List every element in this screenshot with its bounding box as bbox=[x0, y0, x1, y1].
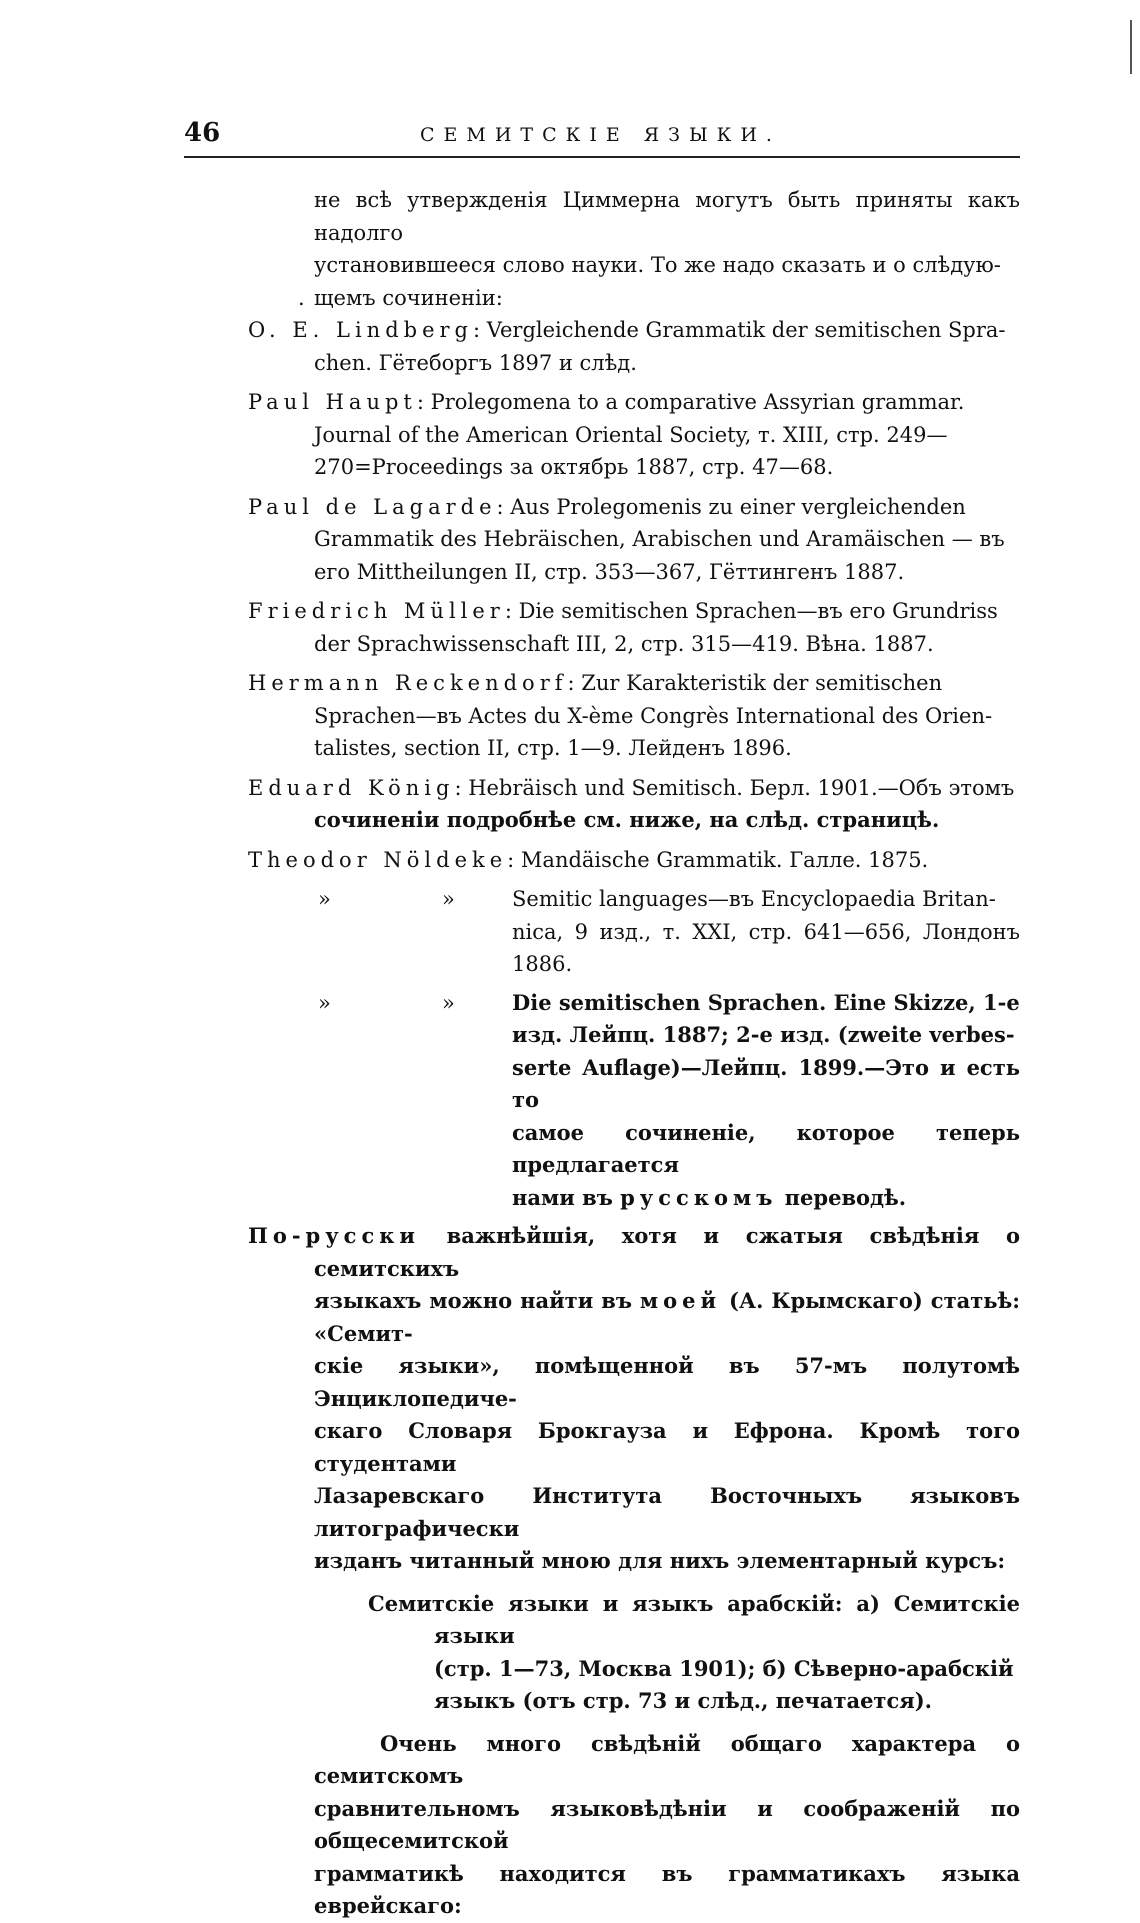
page-header bbox=[184, 118, 1020, 154]
author-name: Hermann Reckendorf bbox=[248, 671, 568, 695]
entry-text: Grammatik des Hebräischen, Arabischen und Aramäischen — въ bbox=[314, 527, 1005, 551]
intro-paragraph bbox=[248, 184, 1020, 314]
running-title: СЕМИТСКІЕ ЯЗЫКИ. bbox=[420, 124, 781, 146]
entry-text: der Sprachwissenschaft III, 2, стр. 315—419. Вѣна. 1887. bbox=[314, 631, 934, 656]
entry-text: : Hebräisch und Semitisch. Берл. 1901.—Объ этомъ bbox=[454, 775, 1015, 800]
header-rule bbox=[184, 156, 1020, 158]
entry-text: : Aus Prolegomenis zu einer vergleichenden bbox=[496, 494, 966, 519]
course-citation: Семитскіе языки и языкъ арабскій: а) Семитскіе языки (стр. 1—73, Москва 1901); б) Сѣверно-арабскій языкъ (отъ стр. 73 и слѣд., печатается). bbox=[368, 1590, 1020, 1713]
entry-text: 270=Proceedings за октябрь 1887, стр. 47—68. bbox=[314, 455, 834, 479]
entry-text: : Prolegomena to a comparative Assyrian grammar. bbox=[416, 390, 965, 414]
author-name: Eduard König bbox=[248, 775, 455, 800]
ditto-mark: » bbox=[442, 887, 455, 911]
entry-text: : Mandäische Grammatik. Галле. 1875. bbox=[507, 847, 929, 872]
scan-edge-mark bbox=[1130, 20, 1132, 74]
entry-text: Sprachen—въ Actes du X-ème Congrès International des Orien- bbox=[314, 703, 993, 728]
noeldeke-sub-entry-britannica bbox=[314, 883, 1020, 981]
entry-text: Journal of the American Oriental Society, т. XIII, стр. 249— bbox=[314, 422, 948, 447]
author-name: O. E. Lindberg bbox=[248, 318, 473, 342]
bibliography-entry-noeldeke bbox=[248, 844, 1020, 877]
entry-text: : Die semitischen Sprachen—въ его Grundriss bbox=[504, 599, 998, 623]
russian-literature-paragraph: По-русски важнѣйшія, хотя и сжатыя свѣдѣнія о семитскихъ языкахъ можно найти въ моей (А. Крымскаго) статьѣ: «Семит- скіе языки», помѣщенной въ 57-мъ полутомѣ Энциклопедиче- скаго Словаря Брокгауза и Ефрона. Кромѣ того студентами Лазаревскаго Института Восточныхъ языковъ литографически изданъ читанный мною для нихъ элементарный курсъ: bbox=[248, 1223, 1020, 1573]
lead-word: По-русски bbox=[248, 1223, 420, 1248]
author-name: Paul de Lagarde bbox=[248, 494, 497, 519]
noeldeke-sub-entry-skizze bbox=[314, 987, 1020, 1215]
text-line: установившееся слово науки. То же надо сказать и о слѣдую- bbox=[314, 253, 1001, 277]
page-body bbox=[248, 184, 1020, 1923]
sub-entry-text: Die semitischen Sprachen. Eine Skizze, 1-е изд. Лейпц. 1887; 2-е изд. (zweite verbes- serte Auflage)—Лейпц. 1899.—Это и есть то самое сочиненіе, которое теперь предлагается нами въ русскомъ переводѣ. bbox=[512, 989, 1020, 1210]
entry-text: talistes, section II, стр. 1—9. Лейденъ 1896. bbox=[314, 736, 792, 760]
bibliography-entry-lindberg bbox=[248, 314, 1020, 379]
bibliography-entry-lagarde bbox=[248, 491, 1020, 589]
entry-text: : Vergleichende Grammatik der semitischen Spra- bbox=[473, 318, 1006, 342]
author-name: Friedrich Müller bbox=[248, 599, 505, 623]
closing-paragraph: Очень много свѣдѣній общаго характера о семитскомъ сравнительномъ языковѣдѣніи и соображеній по общесемитской грамматикѣ находится въ грамматикахъ языка еврейскаго: bbox=[314, 1730, 1020, 1918]
bibliography-entry-mueller bbox=[248, 595, 1020, 660]
page-number: 46 bbox=[184, 118, 221, 148]
ditto-mark: » bbox=[442, 990, 455, 1015]
stray-dot: . bbox=[298, 285, 305, 310]
ditto-mark: » bbox=[318, 990, 331, 1015]
bibliography-entry-haupt bbox=[248, 386, 1020, 484]
entry-text: сочиненіи подробнѣе см. ниже, на слѣд. страницѣ. bbox=[314, 807, 940, 832]
text-line: не всѣ утвержденія Циммерна могутъ быть приняты какъ надолго bbox=[314, 188, 1020, 245]
entry-text: его Mittheilungen II, стр. 353—367, Гёттингенъ 1887. bbox=[314, 559, 905, 584]
sub-entry-text: Semitic languages—въ Encyclopaedia Britan- nica, 9 изд., т. XXI, стр. 641—656, Лондонъ 1886. bbox=[512, 887, 1020, 976]
bibliography-entry-reckendorf bbox=[248, 667, 1020, 765]
ditto-mark: » bbox=[318, 887, 331, 911]
entry-text: : Zur Karakteristik der semitischen bbox=[567, 671, 943, 695]
author-name: Theodor Nöldeke bbox=[248, 847, 508, 872]
bibliography-entry-koenig bbox=[248, 772, 1020, 837]
entry-text: chen. Гётеборгъ 1897 и слѣд. bbox=[314, 350, 637, 375]
author-name: Paul Haupt bbox=[248, 390, 417, 414]
text-line: . щемъ сочиненіи: bbox=[314, 282, 1020, 315]
